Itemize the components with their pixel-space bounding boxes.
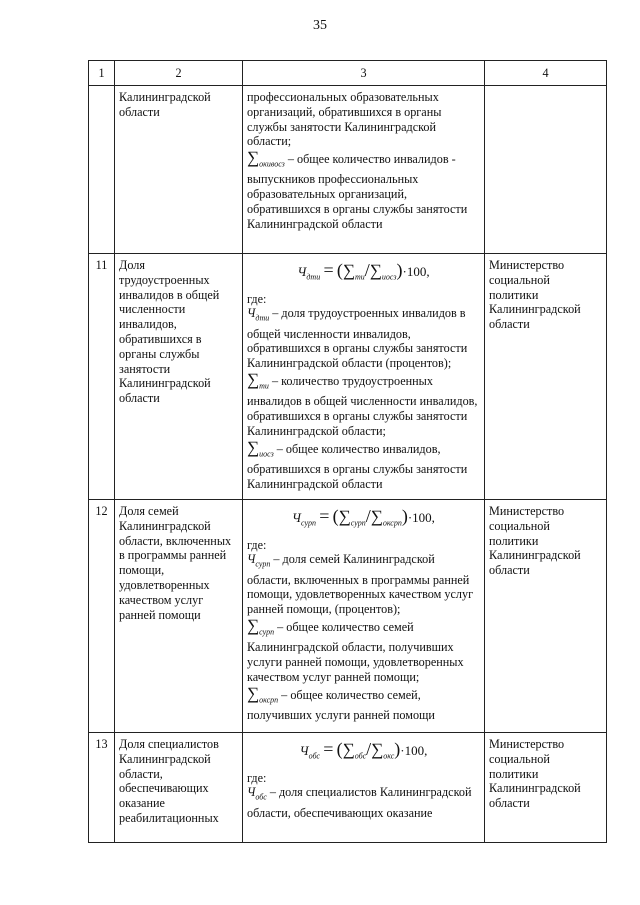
symbol-definition: $Ч_{дти}$ – доля трудоустроенных инвалидов в общей численности инвалидов, обратившихся в органы службы занятости Калининградской области (процентов); — [247, 306, 468, 371]
sum-definition — [247, 148, 480, 231]
responsible-org: Министерство социальной политики Калининградской области — [485, 500, 607, 733]
symbol-definition: $Ч_{обс}$ – доля специалистов Калининградской области, обеспечивающих оказание — [247, 785, 472, 820]
calculation-method — [243, 254, 485, 500]
sum-sign-icon: ∑ — [247, 683, 260, 703]
table-row — [89, 254, 607, 500]
sum-definition-text: – общее количество инвалидов - выпускников профессиональных образовательных организаций, обратившихся в органы службы занятости Калининградской области — [247, 152, 468, 231]
header-col-4: 4 — [485, 61, 607, 86]
sum-sign-icon: ∑ — [369, 261, 382, 280]
sum-definition: $\sum_{оксрп}$ – общее количество семей, получивших услуги ранней помощи — [247, 683, 435, 722]
sum-sign-icon: ∑ — [247, 370, 260, 390]
sum-sign-icon: ∑ — [342, 740, 355, 759]
sum-sign-icon: ∑ — [342, 261, 355, 280]
header-col-3: 3 — [243, 61, 485, 86]
responsible-org: Министерство социальной политики Калининградской области — [485, 254, 607, 500]
sum-subscript: окивосз — [259, 159, 285, 169]
table-row — [89, 500, 607, 733]
sum-sign-icon: ∑ — [371, 740, 384, 759]
table-row — [89, 733, 607, 843]
indicator-name: Доля трудоустроенных инвалидов в общей численности инвалидов, обратившихся в органы службы занятости Калининградской области — [115, 254, 243, 500]
row-number: 11 — [89, 254, 115, 500]
sum-definition: $\sum_{ти}$ – количество трудоустроенных инвалидов в общей численности инвалидов, обратившихся в органы службы занятости Калининградской области; — [247, 370, 478, 438]
where-label: где: — [247, 770, 267, 785]
calculation-method — [243, 500, 485, 733]
header-col-1: 1 — [89, 61, 115, 86]
table-header-row — [89, 61, 607, 86]
indicator-name: Доля специалистов Калининградской области, обеспечивающих оказание реабилитационных — [115, 733, 243, 843]
sum-sign-icon: ∑ — [247, 616, 260, 636]
method-text: профессиональных образовательных организаций, обратившихся в органы службы занятости Калининградской области; — [247, 90, 442, 149]
where-label: где: — [247, 291, 267, 306]
sum-sign-icon: ∑ — [338, 507, 351, 526]
sum-sign-icon: ∑ — [247, 148, 260, 168]
formula: $Ч_{обс} = (\sum_{обс}/\sum_{окс})\cdot 100$, — [299, 739, 428, 761]
row-number: 12 — [89, 500, 115, 733]
formula: $Ч_{сурп} = (\sum_{сурп}/\sum_{оксрп})\cdot 100$, — [292, 506, 435, 528]
indicator-name: Калининградской области — [115, 86, 243, 254]
row-number — [89, 86, 115, 254]
sum-definition: $\sum_{иосз}$ – общее количество инвалидов, обратившихся в органы службы занятости Калининградской области — [247, 437, 468, 491]
sum-definition: $\sum_{сурп}$ – общее количество семей Калининградской области, получивших услуги ранней помощи, удовлетворенных качеством услуг ранней помощи; — [247, 616, 464, 684]
sum-sign-icon: ∑ — [247, 437, 260, 457]
indicator-name: Доля семей Калининградской области, включенных в программы ранней помощи, удовлетворенных качеством услуг ранней помощи — [115, 500, 243, 733]
row-number: 13 — [89, 733, 115, 843]
formula: $Ч_{дти} = (\sum_{ти}/\sum_{иосз})\cdot 100$, — [297, 260, 430, 282]
calculation-method — [243, 86, 485, 254]
header-col-2: 2 — [115, 61, 243, 86]
symbol-definition: $Ч_{сурп}$ – доля семей Калининградской области, включенных в программы ранней помощи, удовлетворенных качеством услуг ранней помощи, (процентов); — [247, 552, 474, 617]
table-row — [89, 86, 607, 254]
where-label: где: — [247, 537, 267, 552]
sum-sign-icon: ∑ — [370, 507, 383, 526]
indicators-table — [88, 60, 607, 843]
calculation-method — [243, 733, 485, 843]
responsible-org — [485, 86, 607, 254]
page-number: 35 — [313, 18, 327, 33]
responsible-org: Министерство социальной политики Калининградской области — [485, 733, 607, 843]
